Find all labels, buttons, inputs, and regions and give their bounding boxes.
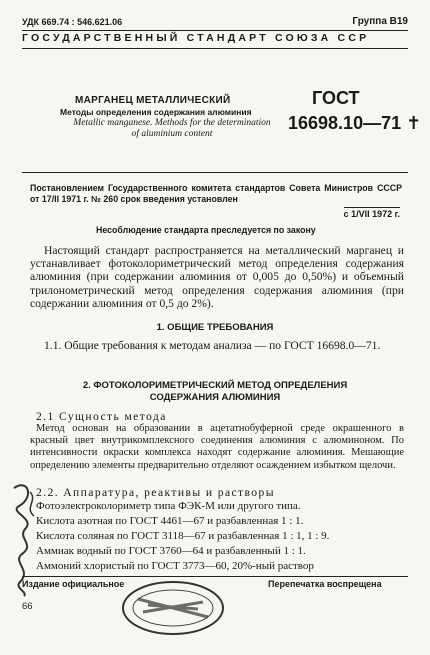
- gost-number: [288, 113, 421, 134]
- list-item: Кислота соляная по ГОСТ 3118—67 и разбавленная 1 : 1, 1 : 9.: [36, 530, 330, 542]
- section-1-heading: 1. ОБЩИЕ ТРЕБОВАНИЯ: [156, 322, 274, 333]
- intro-paragraph: Настоящий стандарт распространяется на металлический марганец и устанавливает фотоколориметрический метод определения содержания алюминия (при содержании алюминия от 0,005 до 0,50%) и объемный трилонометрический метод определения содержания алюминия (при содержании алюминия от 0,5 до 2%).: [30, 244, 404, 310]
- gost-label: ГОСТ: [312, 88, 360, 108]
- banner-rule: [22, 48, 408, 49]
- list-item: Кислота азотная по ГОСТ 4461—67 и разбавленная 1 : 1.: [36, 515, 304, 527]
- library-stamp-icon: [118, 577, 228, 639]
- subsection-2-1-text: Метод основан на образовании в ацетатнобуферной среде окрашенного в красный цвет внутрикомплексного соединения алюминия с алюминоном. По интенсивности окраски комплекса находят содержание алюминия. Мешающие определению элементы предварительно отделяют осаждением избытком щелочи.: [30, 423, 404, 471]
- standard-title-en: [52, 118, 292, 140]
- standard-subtitle-ru: Методы определения содержания алюминия: [60, 107, 252, 117]
- legal-notice: Несоблюдение стандарта преследуется по закону: [96, 225, 316, 235]
- title-en-line-1: Metallic manganese. Methods for the determination: [73, 118, 271, 128]
- udk-code: УДК 669.74 : 546.621.06: [22, 17, 123, 27]
- official-edition-label: Издание официальное: [22, 579, 125, 589]
- standard-title-ru: МАРГАНЕЦ МЕТАЛЛИЧЕСКИЙ: [75, 95, 231, 106]
- group-code: Группа В19: [352, 16, 408, 27]
- list-item: Аммиак водный по ГОСТ 3760—64 и разбавленный 1 : 1.: [36, 545, 306, 557]
- list-item: Фотоэлектроколориметр типа ФЭК-М или другого типа.: [36, 500, 301, 512]
- subsection-2-2-title: 2.2. Аппаратура, реактивы и растворы: [36, 486, 275, 499]
- title-en-line-2: of aluminium content: [131, 129, 213, 139]
- list-item: Аммоний хлористый по ГОСТ 3773—60, 20%-ный раствор: [36, 560, 314, 572]
- section-1-text: 1.1. Общие требования к методам анализа — по ГОСТ 16698.0—71.: [44, 339, 381, 352]
- top-rule: [22, 30, 408, 31]
- handwritten-signature-icon: [4, 478, 44, 598]
- decree-text: Постановлением Государственного комитета стандартов Совета Министров СССР от 17/II 1971 г. № 260 срок введения установлен: [30, 183, 402, 204]
- title-rule: [22, 172, 408, 173]
- gost-number-text: 16698.10—71: [288, 113, 402, 133]
- dagger-icon: ✝: [406, 113, 422, 133]
- section-2-heading-line-2: СОДЕРЖАНИЯ АЛЮМИНИЯ: [149, 392, 281, 403]
- section-2-heading-line-1: 2. ФОТОКОЛОРИМЕТРИЧЕСКИЙ МЕТОД ОПРЕДЕЛЕНИЯ: [82, 380, 348, 391]
- effective-date: с 1/VII 1972 г.: [343, 209, 400, 219]
- reprint-notice: Перепечатка воспрещена: [268, 579, 382, 589]
- state-standard-banner: ГОСУДАРСТВЕННЫЙ СТАНДАРТ СОЮЗА ССР: [22, 32, 370, 44]
- subsection-2-1-title: 2.1 Сущность метода: [36, 410, 167, 423]
- page-number: 66: [22, 601, 33, 612]
